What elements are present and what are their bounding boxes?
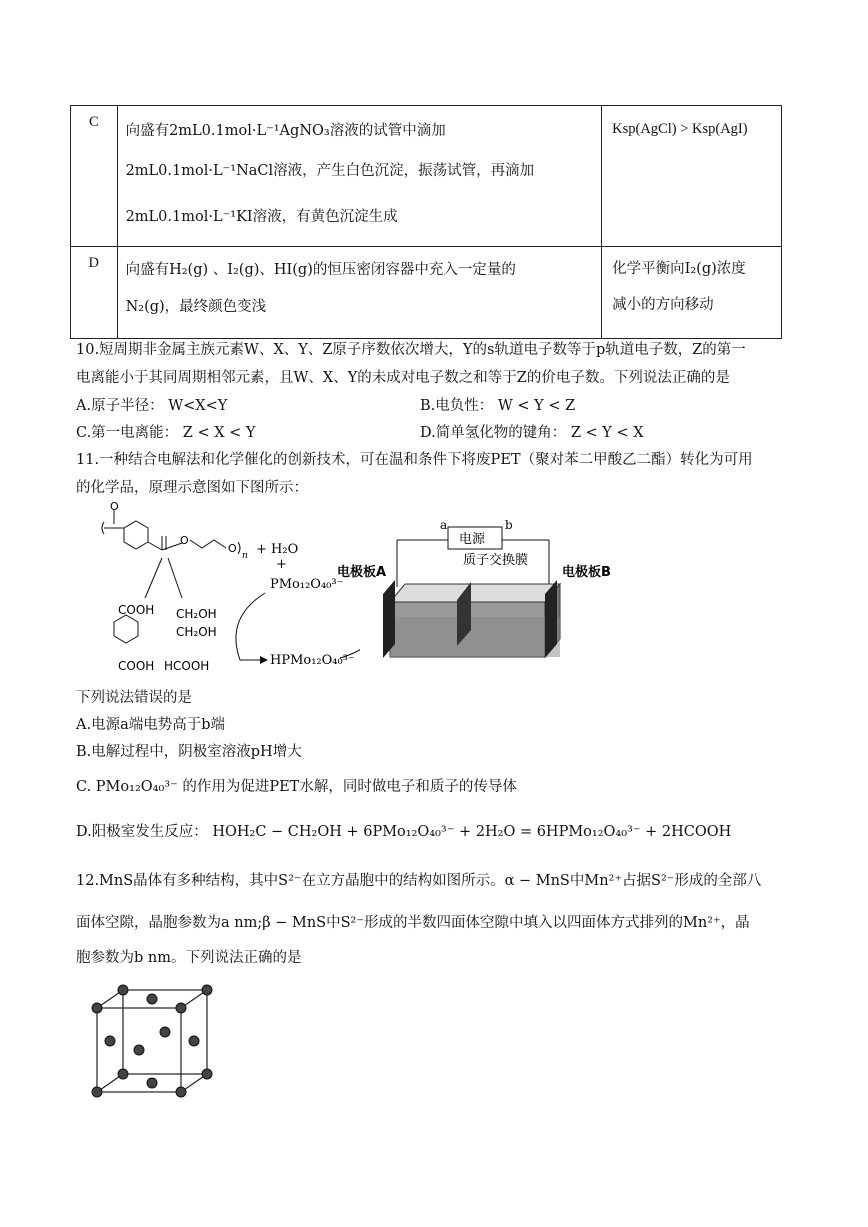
experiment-table [70, 105, 782, 339]
s2-ion-face-front [134, 1045, 144, 1055]
table-row-c [71, 106, 782, 247]
row-c-line-1: 向盛有2mL0.1mol·L⁻¹AgNO₃溶液的试管中滴加 [125, 123, 446, 139]
q10-option-b: B.电负性： W < Y < Z [420, 398, 576, 414]
polymer-n: n [242, 551, 248, 561]
s2-ion-face-right [189, 1036, 199, 1046]
q10-option-d: D.简单氢化物的键角： Z < Y < X [420, 425, 644, 441]
terminal-a-label: a [440, 518, 448, 532]
q10-stem [76, 338, 796, 390]
reduced-catalyst-label: HPMo₁₂O₄₀³⁻ [270, 653, 355, 668]
row-c-procedure [117, 106, 602, 247]
row-label-c: C [71, 106, 118, 247]
row-d-conclusion-line-2: 减小的方向移动 [612, 297, 714, 313]
electrode-a-label: 电极板A [337, 565, 387, 580]
q12-line-2: 面体空隙，晶胞参数为a nm;β − MnS中S²⁻形成的半数四面体空隙中填入以四面体方式排列的Mn²⁺，晶 [76, 915, 750, 931]
q11-option-a: A.电源a端电势高于b端 [76, 717, 226, 733]
catalyst-label: PMo₁₂O₄₀³⁻ [270, 577, 344, 592]
catalytic-cycle-arc [236, 593, 265, 660]
row-c-line-2: 2mL0.1mol·L⁻¹NaCl溶液，产生白色沉淀，振荡试管，再滴加 [125, 163, 535, 179]
q10-stem-line-1: 10.短周期非金属主族元素W、X、Y、Z原子序数依次增大，Y的s轨道电子数等于p轨道电子数，Z的第一 [76, 342, 746, 358]
q12-line-3: 胞参数为b nm。下列说法正确的是 [76, 950, 302, 966]
row-d-procedure [117, 247, 602, 339]
tank-top [390, 584, 560, 602]
terminal-b-label: b [505, 518, 513, 532]
row-d-conclusion-line-1: 化学平衡向I₂(g)浓度 [612, 261, 746, 277]
power-source-label: 电源 [459, 532, 486, 547]
svg-text:O: O [180, 534, 189, 547]
table-row-d [71, 247, 782, 339]
s2-ion-corner [118, 985, 128, 995]
q10-option-a: A.原子半径： W<X<Y [76, 398, 228, 414]
s2-ion-corner [176, 1003, 186, 1013]
product-ch2oh-1: CH₂OH [176, 607, 217, 621]
membrane-label: 质子交换膜 [463, 553, 529, 568]
s2-ion-corner [202, 985, 212, 995]
s2-ion-corner [202, 1069, 212, 1079]
q11-option-c: C. PMo₁₂O₄₀³⁻ 的作用为促进PET水解，同时做电子和质子的传导体 [76, 779, 517, 795]
row-d-line-1: 向盛有H₂(g) 、I₂(g)、HI(g)的恒压密闭容器中充入一定量的 [125, 262, 516, 278]
s2-ion-corner [176, 1087, 186, 1097]
electrolyte [390, 617, 560, 657]
carbonyl-o: O [110, 500, 119, 513]
q10-option-c: C.第一电离能： Z < X < Y [76, 425, 256, 441]
s2-ion-face-back [160, 1027, 170, 1037]
s2-ion-face-bottom [147, 1078, 157, 1088]
q11-option-b: B.电解过程中，阴极室溶液pH增大 [76, 744, 302, 760]
q11-stem-line-2: 的化学品，原理示意图如下图所示： [76, 480, 308, 496]
product-cooh-top: COOH [118, 603, 155, 617]
s2-ion-face-top [147, 994, 157, 1004]
electrode-b-label: 电极板B [562, 565, 611, 580]
s2-ion-corner [92, 1003, 102, 1013]
polymer-bracket-right [238, 542, 240, 554]
product-cooh-bottom: COOH [118, 659, 155, 673]
product-ch2oh-2: CH₂OH [176, 625, 217, 639]
row-c-conclusion [602, 106, 782, 247]
row-c-conclusion-text: Ksp(AgCl) > Ksp(AgI) [612, 121, 748, 137]
unit-cell-diagram [85, 980, 220, 1100]
benzene-ring-product [114, 615, 138, 643]
q11-stem-line-1: 11.一种结合电解法和化学催化的创新技术，可在温和条件下将废PET（聚对苯二甲酸乙二酯）转化为可用 [76, 452, 753, 468]
row-c-line-3: 2mL0.1mol·L⁻¹KI溶液，有黄色沉淀生成 [125, 209, 398, 225]
q11-option-d: D.阳极室发生反应： HOH₂C − CH₂OH + 6PMo₁₂O₄₀³⁻ + 2H₂O = 6HPMo₁₂O₄₀³⁻ + 2HCOOH [76, 824, 732, 840]
benzene-ring-pet [124, 521, 148, 549]
q12-line-1: 12.MnS晶体有多种结构，其中S²⁻在立方晶胞中的结构如图所示。α − MnS中Mn²⁺占据S²⁻形成的全部八 [76, 873, 762, 889]
s2-ion-face-left [105, 1036, 115, 1046]
product-hcooh: HCOOH [164, 659, 210, 673]
svg-text:O: O [228, 542, 237, 555]
plus-sign: + [276, 557, 287, 572]
row-d-line-2: N₂(g)，最终颜色变浅 [125, 299, 267, 315]
s2-ion-corner [118, 1069, 128, 1079]
s2-ion-corner [92, 1087, 102, 1097]
q11-stem [76, 448, 796, 500]
polymer-bracket-left [102, 522, 104, 534]
row-label-d: D [71, 247, 118, 339]
electrolysis-cell-diagram [335, 512, 635, 662]
water-label: + H₂O [256, 542, 299, 557]
q10-stem-line-2: 电离能小于其同周期相邻元素，且W、X、Y的未成对电子数之和等于Z的价电子数。下列说法正确的是 [76, 370, 730, 386]
row-d-conclusion [602, 247, 782, 339]
pet-reaction-diagram [90, 498, 360, 683]
q11-prompt: 下列说法错误的是 [76, 690, 192, 706]
